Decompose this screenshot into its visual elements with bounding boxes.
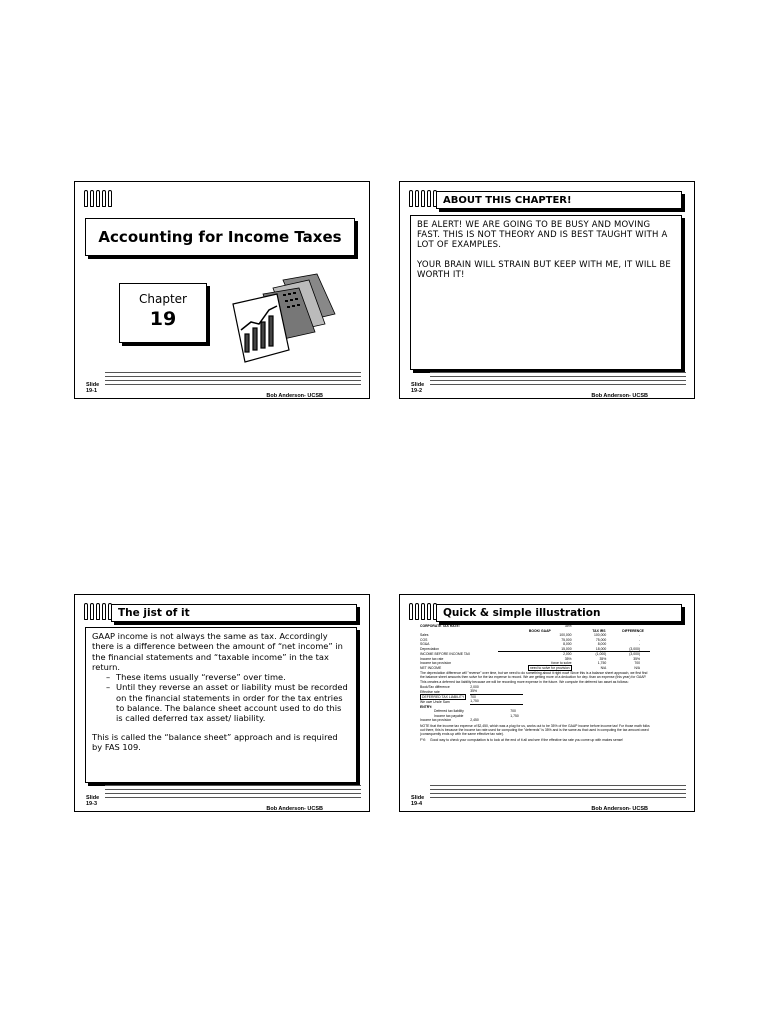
chapter-box — [119, 283, 207, 343]
slide-heading: ABOUT THIS CHAPTER! — [436, 191, 682, 209]
slide-title: Accounting for Income Taxes — [85, 218, 355, 256]
author-credit: Bob Anderson- UCSB — [591, 393, 648, 399]
table-row: Income tax rate 35% 35% 35% — [420, 656, 640, 661]
table-row: Depreciation 15,000 18,000 (3,000) — [420, 647, 650, 652]
footer-rule — [105, 785, 361, 799]
table-row: COS 75,000 75,000 - — [420, 637, 640, 642]
column-header: TAX IRS — [592, 628, 606, 633]
tax-rate-value: 35% — [564, 624, 572, 628]
list-item: – Until they reverse an asset or liability must be recorded on the financial statements in order for the tax entries to balance. The balance sheet account used to do this is called deferred tax asset/ liability. — [116, 682, 350, 723]
illustration-content — [420, 624, 670, 784]
slide-heading: The jist of it — [111, 604, 357, 622]
fyi-paragraph — [420, 738, 650, 742]
closing-paragraph: This is called the “balance sheet” approach and is required by FAS 109. — [92, 731, 338, 752]
body-paragraph: YOUR BRAIN WILL STRAIN BUT KEEP WITH ME, IT WILL BE WORTH IT! — [417, 260, 671, 280]
fyi-text: Good way to check your computation is to look at the end of it all and see if the effective tax rate you come up with makes sense! — [430, 737, 624, 742]
body-paragraph: BE ALERT! WE ARE GOING TO BE BUSY AND MOVING FAST. THIS IS NOT THEORY AND IS BEST TAUGHT WITH A LOT OF EXAMPLES. — [417, 220, 668, 250]
slide-heading: Quick & simple illustration — [436, 604, 682, 622]
fyi-label: FYI: — [420, 737, 427, 742]
chapter-label: Chapter — [139, 292, 187, 306]
slide-19-3 — [74, 594, 370, 812]
slide-body — [410, 215, 682, 370]
binder-rings-icon — [409, 190, 439, 208]
slide-19-1 — [74, 181, 370, 399]
intro-paragraph: GAAP income is not always the same as tax. Accordingly there is a difference between the amount of “net income” in the financial statements and “taxable income” in the tax return. — [92, 631, 343, 672]
tax-rate-label: CORPORATE TAX RATE: — [420, 624, 460, 628]
binder-rings-icon — [84, 603, 114, 621]
author-credit: Bob Anderson- UCSB — [266, 393, 323, 399]
footer-rule — [430, 785, 686, 799]
binder-rings-icon — [409, 603, 439, 621]
table-row: Income tax provision 2,450 — [420, 718, 479, 723]
chapter-number: 19 — [149, 308, 177, 330]
slide-number: Slide 19-2 — [411, 382, 425, 394]
footer-rule — [430, 372, 686, 386]
binder-rings-icon — [84, 190, 114, 208]
financial-report-icon — [225, 270, 345, 366]
slide-number: Slide 19-4 — [411, 795, 425, 807]
depreciation-paragraph: The depreciation difference will "reverse" over time, but we need to do something about it right now! Since this is a balance sheet approach, we first find the balance sheet amounts then solve for the tax expense to record. We are getting more of a deduction for dep. than an expense (this year) for GAAP. This creates a deferred tax liability because we will be recording more expense in the future. We compute the deferred tax asset as follows: — [420, 671, 648, 684]
table-row: NET INCOME need to solve for provision N/A N/A — [420, 665, 640, 670]
author-credit: Bob Anderson- UCSB — [591, 806, 648, 812]
slide-19-4 — [399, 594, 695, 812]
bullet-list — [92, 672, 350, 723]
table-row: Income tax provision force to solve 1,750 700 — [420, 661, 640, 665]
table-row: Sales 100,000 100,000 - — [420, 633, 640, 637]
slide-number: Slide 19-1 — [86, 382, 100, 394]
table-row: Book/Tax difference 2,000 — [420, 684, 479, 689]
slide-number: Slide 19-3 — [86, 795, 100, 807]
table-row: SG&A 8,000 8,000 - — [420, 642, 640, 646]
list-item: – These items usually “reverse” over time. — [116, 672, 350, 682]
slide-body — [85, 627, 357, 783]
tax-comparison-table — [420, 624, 650, 670]
table-row: Deferred tax liability 700 — [434, 709, 516, 714]
table-row: We owe Uncle Sam 1,750 — [420, 699, 523, 704]
column-header: DIFFERENCE — [622, 628, 644, 633]
entry-label: ENTRY: — [420, 704, 433, 709]
deferred-tax-calc — [420, 685, 523, 723]
table-row: Effective rate 35% — [420, 689, 523, 694]
table-row: INCOME BEFORE INCOME TAX 2,000 (1,000) (3,000) — [420, 651, 640, 656]
footer-rule — [105, 372, 361, 386]
table-row: Income tax payable 1,750 — [434, 713, 519, 718]
table-row: DEFERRED TAX LIABILITY 700 — [422, 694, 476, 699]
slide-19-2 — [399, 181, 695, 399]
column-header: BOOK/ GAAP — [528, 628, 551, 633]
note-paragraph: NOTE that the income tax expense of $2,450, which was a plug for us, works out to be 35% of the GAAP income before income tax! For those math folks out there, this is because the income tax rate used for computing the "deferreds" is 35% and is the same as that used in computing the tax amount owed (consequently ends up with the same effective tax rate). — [420, 723, 650, 737]
author-credit: Bob Anderson- UCSB — [266, 806, 323, 812]
